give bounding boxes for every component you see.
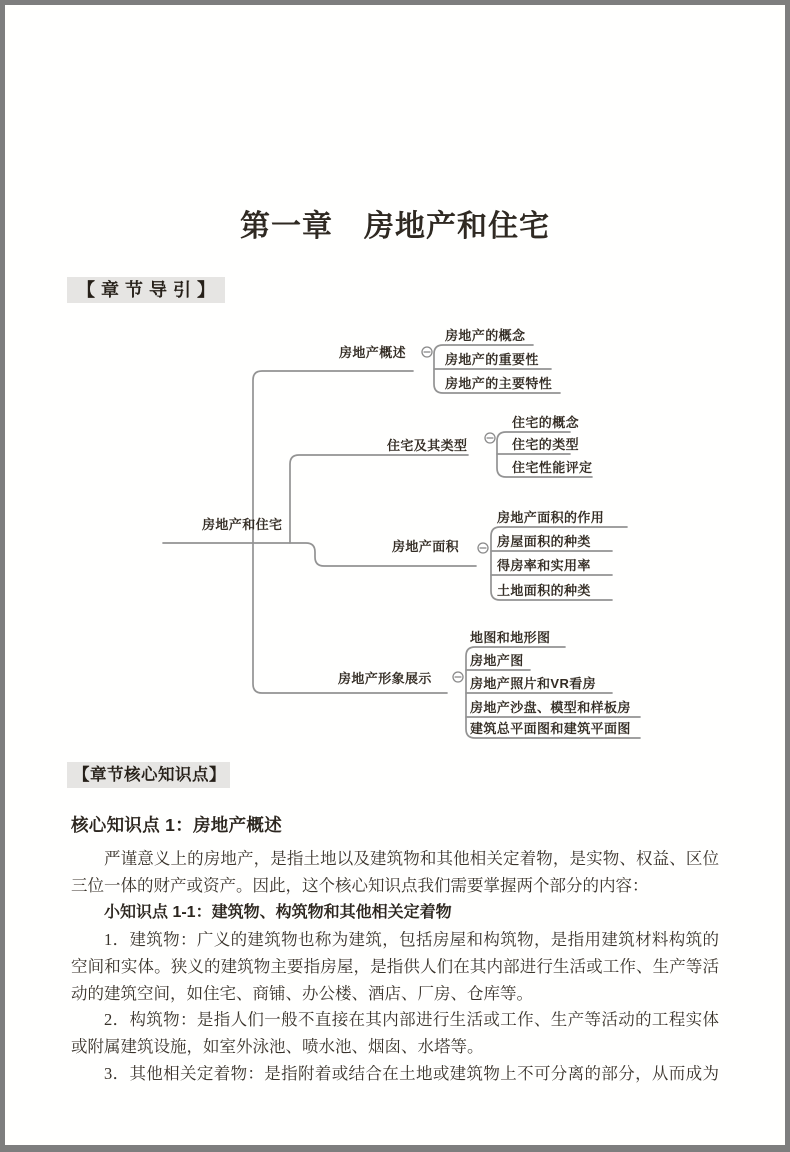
branch-label-housing-types: 住宅及其类型: [387, 438, 468, 453]
section-header-guide: 【章节导引】: [67, 277, 225, 303]
branch-label-area: 房地产面积: [392, 539, 460, 554]
body-line: 1．建筑物：广义的建筑物也称为建筑，包括房屋和构筑物，是指用建筑材料构筑的: [104, 929, 719, 949]
child-label: 房屋面积的种类: [497, 534, 591, 549]
body-line: 空间和实体。狭义的建筑物主要指房屋，是指供人们在其内部进行生活或工作、生产等活: [71, 956, 719, 976]
child-label: 房地产的主要特性: [445, 376, 553, 391]
child-label: 房地产的重要性: [445, 352, 539, 367]
child-label: 房地产的概念: [445, 328, 526, 343]
child-label: 地图和地形图: [470, 630, 551, 645]
body-line: 3．其他相关定着物：是指附着或结合在土地或建筑物上不可分离的部分，从而成为: [104, 1064, 719, 1084]
article-body: [71, 846, 719, 1088]
body-line: 三位一体的财产或资产。因此，这个核心知识点我们需要掌握两个部分的内容：: [71, 875, 649, 895]
child-label: 房地产照片和VR看房: [470, 676, 597, 691]
chapter-title: 第一章 房地产和住宅: [240, 210, 550, 243]
branch-label-presentation: 房地产形象展示: [338, 671, 432, 686]
child-label: 住宅的类型: [512, 437, 580, 452]
child-label: 住宅的概念: [512, 415, 580, 430]
body-line: 或附属建筑设施，如室外泳池、喷水池、烟囱、水塔等。: [71, 1037, 484, 1057]
child-label: 得房率和实用率: [497, 558, 591, 573]
branch-label-overview: 房地产概述: [339, 345, 407, 360]
child-label: 住宅性能评定: [512, 460, 593, 475]
sub-point-heading: 小知识点 1-1：建筑物、构筑物和其他相关定着物: [104, 903, 452, 921]
child-label: 房地产沙盘、模型和样板房: [470, 700, 631, 715]
body-line: 动的建筑空间，如住宅、商铺、办公楼、酒店、厂房、仓库等。: [71, 983, 533, 1003]
section-header-core-points: 【章节核心知识点】: [67, 762, 230, 788]
body-line: 严谨意义上的房地产，是指土地以及建筑物和其他相关定着物，是实物、权益、区位: [104, 849, 719, 868]
child-label: 房地产图: [470, 653, 524, 668]
mindmap-root-label: 房地产和住宅: [202, 517, 283, 532]
body-line: 2．构筑物：是指人们一般不直接在其内部进行生活或工作、生产等活动的工程实体: [104, 1010, 719, 1030]
child-label: 土地面积的种类: [497, 583, 591, 598]
child-label: 房地产面积的作用: [497, 510, 605, 525]
core-point-heading: 核心知识点 1：房地产概述: [71, 815, 282, 835]
child-label: 建筑总平面图和建筑平面图: [470, 721, 631, 736]
